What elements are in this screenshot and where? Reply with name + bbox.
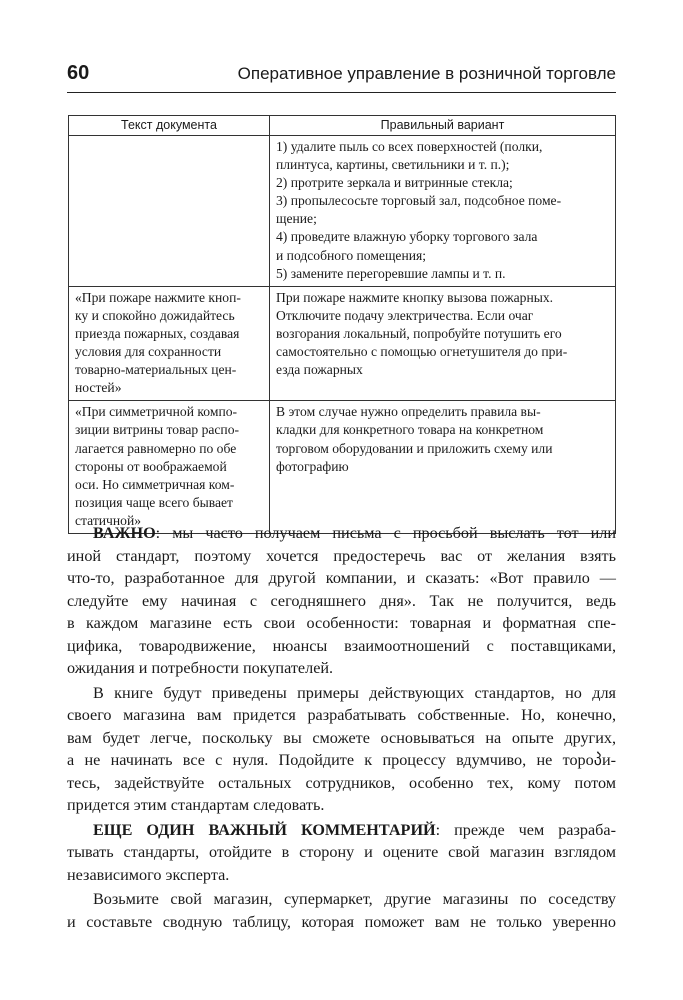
text-line: тесь, задействуйте остальных сотрудников, особенно тех, кому потом	[67, 773, 616, 792]
text-line: Возьмите свой магазин, супермаркет, другие магазины по соседству	[93, 890, 616, 908]
text-line: ожидания и потребности покупателей.	[67, 659, 334, 677]
cell-line: щение;	[276, 211, 317, 227]
table-row	[69, 286, 616, 401]
text-line: в каждом магазине есть свои особенности: товарная и форматная спе-	[67, 614, 616, 632]
cell-line: самостоятельно с помощью огнетушителя до при-	[276, 344, 568, 360]
cell-line: кладки для конкретного товара на конкретном	[276, 422, 544, 438]
table-header-row	[69, 116, 616, 136]
running-head	[67, 58, 616, 93]
text-line: и составьте сводную таблицу, которая поможет вам не только уверенно	[67, 912, 616, 931]
table-row	[69, 401, 616, 534]
cell-line: позиция чаще всего бывает	[75, 494, 233, 510]
text-line: а не начинать все с нуля. Подойдите к процессу вдумчиво, не тороპи-	[67, 751, 616, 769]
cell-line: зиции витрины товар распо-	[75, 422, 240, 438]
cell-line: стороны от воображаемой	[75, 458, 227, 474]
cell-line: «При симметричной компо-	[75, 404, 238, 420]
cell-line: 5) замените перегоревшие лампы и т. п.	[276, 265, 506, 281]
cell-line: 3) пропылесосьте торговый зал, подсобное поме-	[276, 193, 562, 209]
paragraph-comment	[67, 819, 616, 887]
text-line: вам будет легче, поскольку вы сможете основываться на опыте других,	[67, 728, 616, 747]
body-text	[67, 522, 616, 935]
cell-line: ностей»	[75, 380, 122, 396]
cell-line: езда пожарных	[276, 362, 363, 378]
cell-line: плинтуса, картины, светильники и т. п.);	[276, 157, 510, 173]
text-line: независимого эксперта.	[67, 865, 230, 884]
cell-line: 2) протрите зеркала и витринные стекла;	[276, 175, 513, 191]
paragraph-important	[67, 522, 616, 680]
page-number: 60	[67, 62, 90, 84]
cell-line: При пожаре нажмите кнопку вызова пожарных.	[276, 289, 554, 305]
column-header-correct: Правильный вариант	[270, 116, 616, 136]
cell-line: фотографию	[276, 458, 349, 474]
text-line: своего магазина вам придется разрабатывать собственные. Но, конечно,	[67, 706, 616, 724]
cell-line: и подсобного помещения;	[276, 247, 427, 263]
column-header-source: Текст документа	[69, 116, 270, 136]
source-cell	[69, 286, 270, 401]
text-line: ВАЖНО: мы часто получаем письма с просьбой выслать тот или	[93, 524, 616, 542]
source-cell	[69, 401, 270, 534]
cell-line: приезда пожарных, создавая	[75, 325, 240, 341]
text-line: В книге будут приведены примеры действующих стандартов, но для	[93, 683, 616, 702]
cell-line: 4) проведите влажную уборку торгового зала	[276, 229, 538, 245]
cell-line: лагается равномерно по обе	[75, 440, 237, 456]
lead-comment: ЕЩЕ ОДИН ВАЖНЫЙ КОММЕНТАРИЙ	[93, 820, 436, 839]
cell-line: торговом оборудовании и приложить схему или	[276, 440, 553, 456]
text-line: тывать стандарты, отойдите в сторону и оцените свой магазин взглядом	[67, 843, 616, 861]
cell-line: ку и спокойно дожидайтесь	[75, 307, 235, 323]
text-line: следуйте ему начиная с сегодняшнего дня». Так не получится, ведь	[67, 591, 616, 610]
cell-line: оси. Но симметричная ком-	[75, 476, 235, 492]
text-line: что-то, разработанное для другой компании, и сказать: «Вот правило —	[67, 569, 616, 587]
cell-line: «При пожаре нажмите кноп-	[75, 289, 241, 305]
cell-line: В этом случае нужно определить правила вы-	[276, 404, 541, 420]
text-line: цифика, товародвижение, нюансы взаимоотношений с поставщиками,	[67, 636, 616, 655]
document-table	[68, 115, 616, 534]
table-row	[69, 136, 616, 287]
paragraph-store	[67, 888, 616, 933]
lead-important: ВАЖНО	[93, 524, 156, 542]
cell-line: условия для сохранности	[75, 344, 222, 360]
cell-line: товарно-материальных цен-	[75, 362, 237, 378]
source-cell	[69, 136, 270, 287]
correct-cell	[270, 136, 616, 287]
cell-line: 1) удалите пыль со всех поверхностей (полки,	[276, 139, 543, 154]
cell-line: Отключите подачу электричества. Если очаг	[276, 307, 534, 323]
text-line: ЕЩЕ ОДИН ВАЖНЫЙ КОММЕНТАРИЙ: прежде чем разраба-	[93, 820, 616, 839]
text-line: иной стандарт, поэтому хочется предостеречь вас от желания взять	[67, 546, 616, 565]
paragraph-examples	[67, 682, 616, 817]
text-line: придется этим стандартам следовать.	[67, 796, 325, 814]
correct-cell	[270, 401, 616, 534]
correct-cell	[270, 286, 616, 401]
running-title: Оперативное управление в розничной торговле	[237, 64, 616, 83]
cell-line: возгорания локальный, попробуйте потушить его	[276, 325, 562, 341]
cell-line: статичной»	[75, 512, 142, 528]
